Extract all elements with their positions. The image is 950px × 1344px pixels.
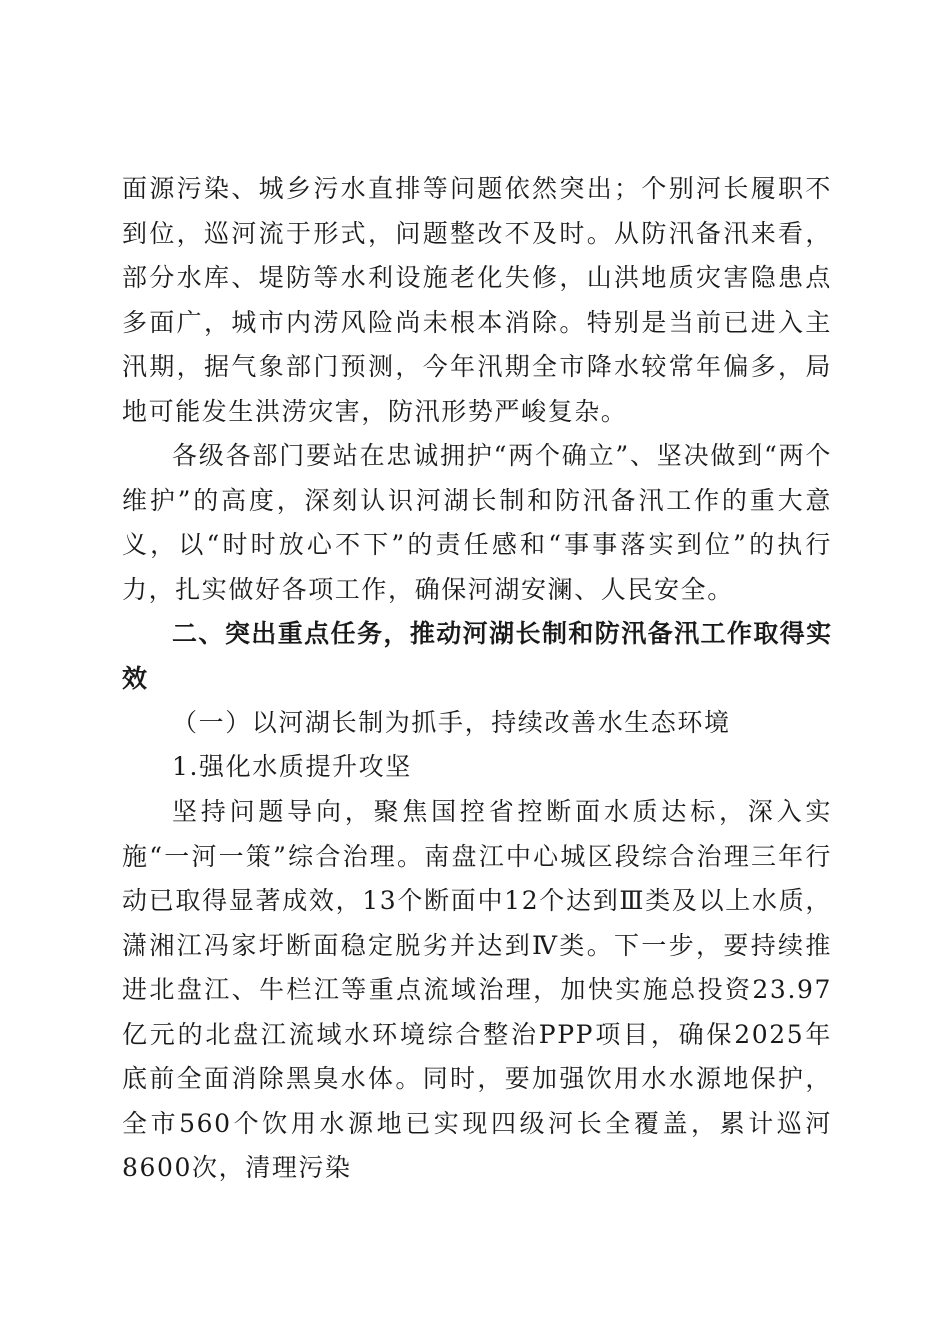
paragraph-political-requirement: 各级各部门要站在忠诚拥护“两个确立”、坚决做到“两个维护”的高度，深刻认识河湖长制和防汛备汛工作的重大意义，以“时时放心不下”的责任感和“事事落实到位”的执行力，扎实做好各项工作，确保河湖安澜、人民安全。 [122, 441, 832, 604]
paragraph-flood-risk-continuation: 面源污染、城乡污水直排等问题依然突出；个别河长履职不到位，巡河流于形式，问题整改不及时。从防汛备汛来看，部分水库、堤防等水利设施老化失修，山洪地质灾害隐患点多面广，城市内涝风险尚未根本消除。特别是当前已进入主汛期，据气象部门预测，今年汛期全市降水较常年偏多，局地可能发生洪涝灾害，防汛形势严峻复杂。 [122, 174, 832, 426]
subsection-heading-river-chief: （一）以河湖长制为抓手，持续改善水生态环境 [172, 708, 731, 737]
paragraph-water-quality: 坚持问题导向，聚焦国控省控断面水质达标，深入实施“一河一策”综合治理。南盘江中心城区段综合治理三年行动已取得显著成效，13个断面中12个达到Ⅲ类及以上水质，潇湘江冯家圩断面稳定脱劣并达到Ⅳ类。下一步，要持续推进北盘江、牛栏江等重点流域治理，加快实施总投资23.97亿元的北盘江流域水环境综合整治PPP项目，确保2025年底前全面消除黑臭水体。同时，要加强饮用水水源地保护，全市560个饮用水源地已实现四级河长全覆盖，累计巡河8600次，清理污染 [122, 797, 832, 1182]
section-heading-key-tasks: 二、突出重点任务，推动河湖长制和防汛备汛工作取得实效 [122, 619, 832, 693]
item-heading-water-quality: 1.强化水质提升攻坚 [172, 752, 412, 781]
